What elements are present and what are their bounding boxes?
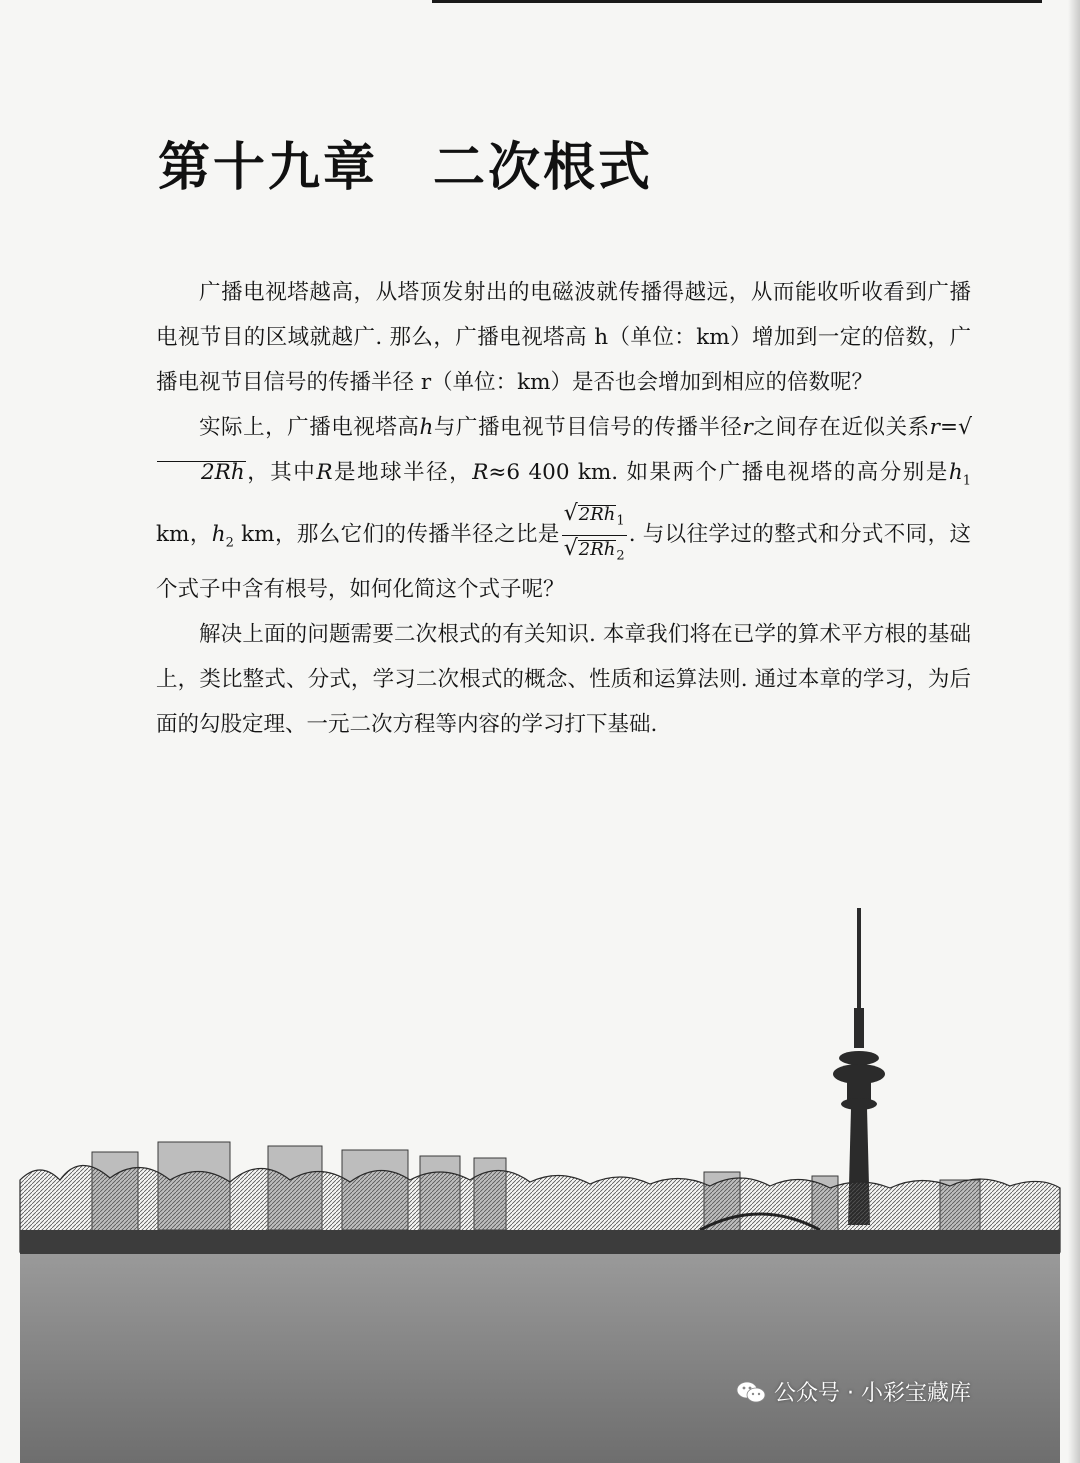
shoreline: [20, 1230, 1060, 1254]
intro-paragraph-3: 解决上面的问题需要二次根式的有关知识. 本章我们将在已学的算术平方根的基础上，类比整式、分式，学习二次根式的概念、性质和运算法则. 通过本章的学习，为后面的勾股定理、一元二次方程等内容的学习打下基础.: [156, 622, 971, 738]
watermark: [736, 1376, 971, 1407]
wechat-icon: [736, 1380, 766, 1404]
var-h1: h: [948, 460, 963, 485]
var-R-2: R: [472, 460, 489, 485]
var-h2: h: [211, 522, 226, 548]
radical-sign: √: [957, 415, 972, 440]
radius-ratio-fraction: $\frac{√2Rh_1}{√2Rh_2}$: [563, 501, 625, 564]
var-h: h: [419, 415, 434, 440]
lake-water: [20, 1252, 1060, 1463]
intro-paragraph-2: 实际上，广播电视塔高h与广播电视节目信号的传播半径r之间存在近似关系r=√2Rh，其中R是地球半径，R≈6 400 km. 如果两个广播电视塔的高分别是$h_1$ km，$h_2$ km，那么它们的传播半径之比是 $\frac{√2Rh_1}{√2Rh_2}$ . 与以往学过的整式和分式不同，这个式子中含有根号，如何化简这个式子呢？: [156, 415, 972, 603]
chapter-title: 第十九章 二次根式: [158, 138, 654, 198]
sqrt-2Rh: 2Rh: [157, 461, 246, 484]
watermark-text: 公众号 · 小彩宝藏库: [774, 1381, 971, 1406]
var-R: R: [316, 460, 333, 485]
intro-paragraph-1: 广播电视塔越高，从塔顶发射出的电磁波就传播得越远，从而能收听收看到广播电视节目的区域就越广. 那么，广播电视塔高 h（单位：km）增加到一定的倍数，广播电视节目信号的传播半径 r（单位：km）是否也会增加到相应的倍数呢？: [156, 280, 971, 395]
top-rule: [432, 0, 1042, 3]
chapter-intro: [156, 270, 971, 747]
var-r: r: [742, 415, 753, 440]
formula-r-eq: r=: [929, 415, 958, 440]
tv-tower: [833, 908, 885, 1225]
